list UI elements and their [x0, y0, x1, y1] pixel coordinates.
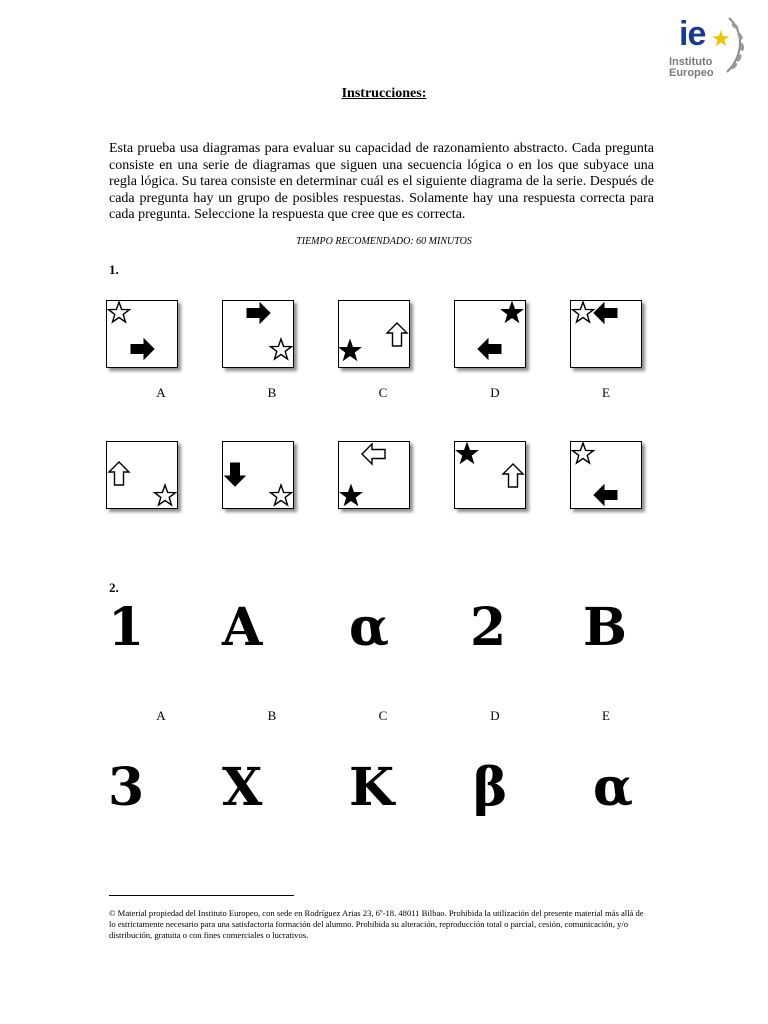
q1-option-label-b: B: [267, 385, 277, 400]
logo-text-instituto: Instituto: [669, 56, 713, 68]
q2-option-label-e: E: [602, 708, 610, 723]
star-filled-icon: [502, 302, 523, 322]
q1-option-label-a: A: [156, 385, 166, 400]
star-filled-icon: [341, 485, 362, 505]
logo-star-icon: ★: [711, 26, 731, 51]
arrow-right-filled-icon: [131, 339, 154, 359]
star-outline-icon: [271, 485, 292, 505]
q2-answer-option-e[interactable]: α: [593, 757, 634, 818]
q2-sequence-item-4: 2: [470, 597, 507, 658]
q2-sequence-item-3: α: [349, 597, 390, 658]
q1-sequence-diagram-4: [454, 300, 526, 368]
q2-sequence-item-5: B: [583, 597, 627, 658]
q2-option-label-d: D: [490, 708, 500, 723]
q1-option-label-e: E: [602, 385, 610, 400]
q1-sequence-diagram-5: [570, 300, 642, 368]
q2-sequence-item-2: A: [222, 597, 263, 658]
q2-answer-option-b[interactable]: X: [222, 757, 263, 818]
arrow-up-outline-icon: [503, 464, 523, 487]
q1-answer-option-c[interactable]: [338, 441, 410, 509]
q1-answer-option-e[interactable]: [570, 441, 642, 509]
star-outline-icon: [573, 443, 594, 463]
q1-answer-option-b[interactable]: [222, 441, 294, 509]
recommended-time: TIEMPO RECOMENDADO: 60 MINUTOS: [296, 236, 472, 247]
star-outline-icon: [271, 339, 292, 359]
q1-sequence-diagram-2: [222, 300, 294, 368]
arrow-left-filled-icon: [594, 303, 617, 323]
q1-option-label-d: D: [490, 385, 500, 400]
q2-option-label-b: B: [267, 708, 277, 723]
star-outline-icon: [109, 302, 130, 322]
q1-sequence-diagram-1: [106, 300, 178, 368]
arrow-right-filled-icon: [247, 303, 270, 323]
question-1-number: 1.: [109, 262, 119, 277]
footnote-divider: [109, 895, 294, 896]
q1-answer-option-a[interactable]: [106, 441, 178, 509]
q1-sequence-diagram-3: [338, 300, 410, 368]
q2-answer-option-c[interactable]: K: [349, 757, 395, 818]
q2-sequence-item-1: 1: [108, 597, 145, 658]
logo-text-europeo: Europeo: [669, 67, 714, 79]
arrow-left-filled-icon: [478, 339, 501, 359]
logo-mark: ie: [679, 15, 706, 53]
arrow-up-outline-icon: [109, 462, 129, 485]
arrow-up-outline-icon: [387, 323, 407, 346]
q2-answer-option-d[interactable]: β: [473, 757, 508, 818]
copyright-footnote: © Material propiedad del Instituto Europeo, con sede en Rodríguez Arias 23, 6º-18. 48011 Bilbao. Prohibida la utilización del presente material más allá de lo estrictamente necesario para una satisfactoria formación del alumno. Prohibida su alteración, reproducción total o parcial, cesión, comunicación, y/o distribución, gratuita o con fines comerciales o lucrativos.: [109, 908, 644, 940]
q1-option-label-c: C: [378, 385, 388, 400]
star-filled-icon: [340, 340, 361, 360]
arrow-left-outline-icon: [362, 444, 385, 464]
q2-answer-option-a[interactable]: 3: [108, 757, 145, 818]
laurel-icon: [723, 16, 747, 76]
star-outline-icon: [155, 485, 176, 505]
question-2-number: 2.: [109, 580, 119, 595]
page-title: Instrucciones:: [341, 86, 427, 101]
q2-option-label-a: A: [156, 708, 166, 723]
arrow-down-filled-icon: [225, 463, 245, 486]
instructions-paragraph: Esta prueba usa diagramas para evaluar su capacidad de razonamiento abstracto. Cada pregunta consiste en una serie de diagramas que siguen una secuencia lógica o en los que subyace una regla lógica. Su tarea consiste en determinar cuál es el siguiente diagrama de la serie. Después de cada pregunta hay un grupo de posibles respuestas. Solamente hay una respuesta correcta para cada pregunta. Seleccione la respuesta que cree que es correcta.: [109, 141, 654, 223]
arrow-left-filled-icon: [594, 485, 617, 505]
star-filled-icon: [457, 443, 478, 463]
institute-logo: [665, 14, 749, 84]
q1-answer-option-d[interactable]: [454, 441, 526, 509]
q2-option-label-c: C: [378, 708, 388, 723]
star-outline-icon: [573, 302, 594, 322]
